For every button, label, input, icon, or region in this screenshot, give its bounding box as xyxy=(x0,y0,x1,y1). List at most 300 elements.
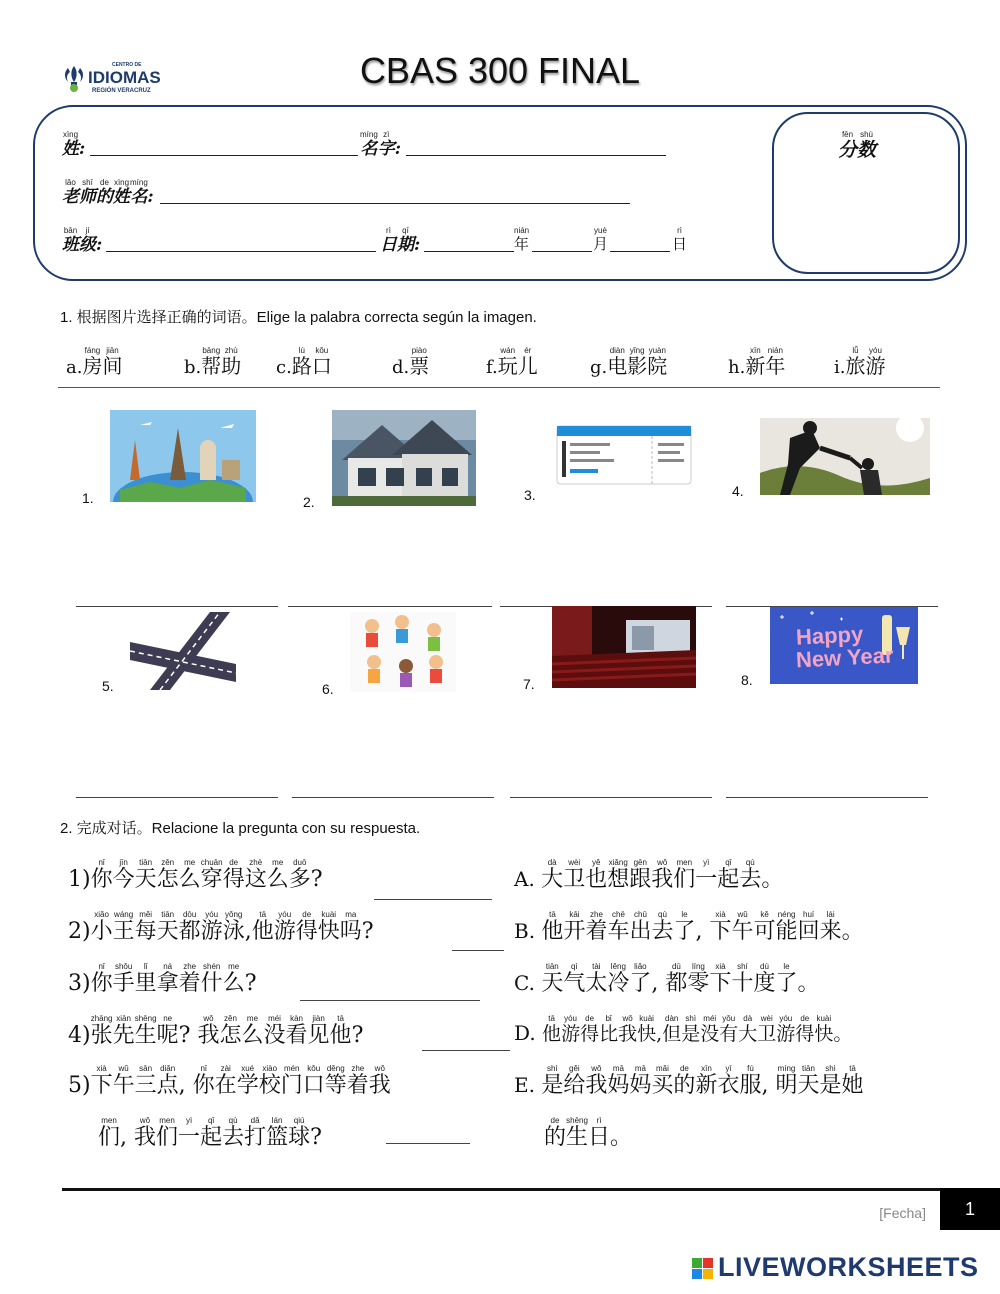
pinyin: me xyxy=(266,858,289,867)
hanzi-char: 我wǒ xyxy=(618,1014,638,1045)
option-d xyxy=(392,346,429,379)
pinyin: yì xyxy=(178,1116,201,1125)
pinyin: sān xyxy=(134,1064,157,1073)
pinyin: yóu xyxy=(776,1014,796,1023)
hanzi-char: 得de xyxy=(295,910,318,944)
hanzi-char: 下xià xyxy=(709,962,732,996)
question-number: 3) xyxy=(68,971,91,996)
pinyin: chū xyxy=(629,910,652,919)
hanzi-char: 着zhe xyxy=(585,910,608,944)
pinyin: mén xyxy=(280,1064,303,1073)
hanzi-char: 新xīn xyxy=(695,1064,718,1098)
pinyin: kuài xyxy=(317,910,340,919)
pinyin: ma xyxy=(339,910,362,919)
date-label: 日rì期qī: xyxy=(380,226,421,255)
hanzi-char: 冷lěng xyxy=(607,962,630,996)
hanzi-char: 月yuè xyxy=(593,226,609,253)
hanzi-char: 每měi xyxy=(134,910,157,944)
teacher-name-label: 老lǎo师shī的de姓xìng名míng: xyxy=(62,178,154,207)
match-blank-4[interactable] xyxy=(422,1050,510,1051)
hanzi-char: 级jí xyxy=(79,226,96,255)
pinyin: kě xyxy=(753,910,776,919)
hanzi-char: 了liǎo xyxy=(629,962,652,996)
hanzi-char: 等děng xyxy=(324,1064,347,1098)
pinyin: dà xyxy=(738,1014,758,1023)
image-number: 7. xyxy=(523,676,535,692)
pinyin: de xyxy=(222,858,245,867)
pinyin: wǒ xyxy=(585,1064,608,1073)
hanzi-char: 看kàn xyxy=(285,1014,308,1048)
given-name-label: 名míng字zì: xyxy=(360,130,402,159)
hanzi-char: 他tā xyxy=(541,910,564,944)
question-number: 2) xyxy=(68,919,91,944)
date-year-field[interactable] xyxy=(424,251,514,252)
hanzi-char: 。 xyxy=(833,1023,853,1045)
pinyin: jīn xyxy=(112,858,135,867)
pinyin: méi xyxy=(263,1014,286,1023)
pinyin: bāng xyxy=(201,346,222,355)
option-letter: b. xyxy=(184,357,202,378)
hanzi-char: 电diàn xyxy=(607,346,628,378)
hanzi-char: 。 xyxy=(610,1125,633,1150)
pinyin: de xyxy=(544,1116,566,1125)
pinyin: qù xyxy=(222,1116,245,1125)
pinyin: fáng xyxy=(82,346,103,355)
pinyin: mā xyxy=(629,1064,652,1073)
hanzi-char: 天tiān xyxy=(797,1064,820,1098)
hanzi-char: 助zhù xyxy=(221,346,242,378)
hanzi-char: 先xiān xyxy=(112,1014,135,1048)
hanzi-char: 去qù xyxy=(651,910,674,944)
answer-D xyxy=(514,1014,852,1046)
pinyin: xìng xyxy=(62,130,79,139)
hanzi-char: 天tiān xyxy=(541,962,564,996)
pinyin: diǎn xyxy=(156,1064,179,1073)
hanzi-char: 游yóu xyxy=(273,910,296,944)
options-divider xyxy=(58,387,940,388)
given-name-field[interactable] xyxy=(406,155,666,156)
pinyin: dōu xyxy=(178,910,201,919)
hanzi-char: 名míng xyxy=(360,130,378,159)
hanzi-char: 的de xyxy=(673,1064,696,1098)
pinyin: de xyxy=(795,1014,815,1023)
travel-landmarks-image xyxy=(110,410,256,502)
hanzi-char: 见jiàn xyxy=(307,1014,330,1048)
hanzi-char: 游yóu xyxy=(561,1014,581,1045)
pinyin: shì xyxy=(541,1064,564,1073)
hanzi-char: 快kuài xyxy=(317,910,340,944)
answer-letter: C. xyxy=(514,971,542,995)
pinyin: me xyxy=(241,1014,264,1023)
hanzi-char: 们men xyxy=(98,1116,121,1150)
hanzi-char: 呢ne xyxy=(156,1014,179,1048)
hanzi-char: 手shǒu xyxy=(112,962,135,996)
option-letter: c. xyxy=(276,357,292,378)
hanzi-char: 可kě xyxy=(753,910,776,944)
hanzi-char: 没méi xyxy=(263,1014,286,1048)
pinyin: zhe xyxy=(346,1064,369,1073)
pinyin: dà xyxy=(541,858,564,867)
hanzi-char: 起qǐ xyxy=(717,858,740,892)
hanzi-char: , xyxy=(656,1023,663,1045)
pinyin: jiàn xyxy=(307,1014,330,1023)
hanzi-char: 怎zěn xyxy=(156,858,179,892)
pinyin: méi xyxy=(700,1014,720,1023)
answer-line-2[interactable] xyxy=(288,606,492,607)
hanzi-char: 们men xyxy=(156,1116,179,1150)
hanzi-char: 卫wèi xyxy=(563,858,586,892)
pinyin: nǐ xyxy=(90,962,113,971)
option-b xyxy=(184,346,241,379)
hanzi-char: 。 xyxy=(797,971,820,996)
hanzi-char: 多duō xyxy=(288,858,311,892)
option-letter: h. xyxy=(728,357,746,378)
answer-C xyxy=(514,962,820,997)
pinyin: de xyxy=(96,178,113,187)
image-number: 3. xyxy=(524,487,536,503)
year-unit xyxy=(514,226,529,254)
hanzi-char: 想xiǎng xyxy=(607,858,630,892)
hanzi-char: 打dǎ xyxy=(244,1116,267,1150)
happy-text: Happy xyxy=(795,621,864,650)
pinyin: tài xyxy=(585,962,608,971)
pinyin: dǎ xyxy=(244,1116,267,1125)
hanzi-char: 一yì xyxy=(178,1116,201,1150)
pinyin: zěn xyxy=(156,858,179,867)
hanzi-char: 游yóu xyxy=(776,1014,796,1045)
hanzi-char: 球qiú xyxy=(288,1116,311,1150)
pinyin: měi xyxy=(134,910,157,919)
question-4 xyxy=(68,1014,363,1049)
answer-line-8[interactable] xyxy=(726,797,928,798)
pinyin: nián xyxy=(514,226,530,235)
answer-letter: A. xyxy=(514,867,542,891)
pinyin: zài xyxy=(214,1064,237,1073)
question-5-line-1 xyxy=(68,1064,391,1099)
option-f xyxy=(486,346,538,379)
date-month-field[interactable] xyxy=(532,251,592,252)
pinyin: chē xyxy=(607,910,630,919)
hanzi-char: 他tā xyxy=(329,1014,352,1048)
pinyin: dū xyxy=(665,962,688,971)
pinyin: me xyxy=(178,858,201,867)
image-number: 4. xyxy=(732,483,744,499)
pinyin: wèi xyxy=(757,1014,777,1023)
pinyin: tā xyxy=(329,1014,352,1023)
image-number: 1. xyxy=(82,490,94,506)
pinyin: míng xyxy=(775,1064,798,1073)
pinyin: rì xyxy=(672,226,688,235)
option-letter: g. xyxy=(590,357,608,378)
hanzi-char: 去qù xyxy=(222,1116,245,1150)
hanzi-char: 有yǒu xyxy=(719,1014,739,1045)
pinyin: duō xyxy=(288,858,311,867)
pinyin: zhe xyxy=(585,910,608,919)
hanzi-char: 他tā xyxy=(542,1014,562,1045)
hanzi-char: 了le xyxy=(775,962,798,996)
hanzi-char: 生shēng xyxy=(134,1014,157,1048)
image-number: 6. xyxy=(322,681,334,697)
hanzi-char: 新xīn xyxy=(745,346,766,378)
hanzi-char: 天tiān xyxy=(156,910,179,944)
hanzi-char: 。 xyxy=(761,867,784,892)
pinyin: men xyxy=(156,1116,179,1125)
pinyin: le xyxy=(673,910,696,919)
hanzi-char: 我wǒ xyxy=(368,1064,391,1098)
hanzi-char: 妈mā xyxy=(607,1064,630,1098)
pinyin: chuān xyxy=(200,858,223,867)
pinyin: nǐ xyxy=(90,858,113,867)
pinyin: de xyxy=(673,1064,696,1073)
page-title: CBAS 300 FINAL xyxy=(359,50,641,91)
pinyin: shì xyxy=(681,1014,701,1023)
hanzi-char: 比bǐ xyxy=(599,1014,619,1045)
pinyin: rì xyxy=(380,226,397,235)
class-label: 班bān级jí: xyxy=(62,226,103,255)
pinyin: men xyxy=(98,1116,120,1125)
hanzi-char: 你nǐ xyxy=(192,1064,215,1098)
house-image xyxy=(332,410,476,506)
cinema-image xyxy=(552,606,696,688)
pinyin: wǔ xyxy=(731,910,754,919)
pinyin: lěng xyxy=(607,962,630,971)
class-field[interactable] xyxy=(106,251,376,252)
question-number: 5) xyxy=(68,1073,91,1098)
pinyin: míng xyxy=(130,178,148,187)
hanzi-char: 得de xyxy=(222,858,245,892)
hanzi-char: 得de xyxy=(795,1014,815,1045)
hanzi-char: 路lù xyxy=(291,346,312,378)
hanzi-char: 能néng xyxy=(775,910,798,944)
pinyin: wǒ xyxy=(368,1064,391,1073)
pinyin: ne xyxy=(156,1014,179,1023)
hanzi-char: 儿ér xyxy=(517,346,538,378)
hanzi-char: ? xyxy=(361,919,374,944)
ticket-image xyxy=(556,425,692,485)
hanzi-char: 票piào xyxy=(409,346,430,378)
pinyin: nián xyxy=(765,346,786,355)
pinyin: kuài xyxy=(637,1014,657,1023)
answer-line-7[interactable] xyxy=(510,797,712,798)
pinyin: zhù xyxy=(221,346,242,355)
pinyin: xué xyxy=(236,1064,259,1073)
pinyin: fēn xyxy=(838,130,857,139)
pinyin: qì xyxy=(563,962,586,971)
hanzi-char: 跟gēn xyxy=(629,858,652,892)
hanzi-char xyxy=(703,919,710,944)
pinyin: yì xyxy=(695,858,718,867)
hanzi-char xyxy=(186,1073,193,1098)
section2-title: 2. 完成对话。Relacione la pregunta con su respuesta. xyxy=(60,820,421,837)
answer-line-1[interactable] xyxy=(76,606,278,607)
hanzi-char: 买mǎi xyxy=(651,1064,674,1098)
pinyin: rì xyxy=(588,1116,611,1125)
pinyin: lù xyxy=(291,346,312,355)
question-number: 1) xyxy=(68,867,91,892)
hanzi-char xyxy=(127,1125,134,1150)
pinyin: qù xyxy=(739,858,762,867)
hanzi-char: 班bān xyxy=(62,226,79,255)
new-year-text: New Year xyxy=(795,642,895,673)
hanzi-char: 怎zěn xyxy=(219,1014,242,1048)
answer-E-line-1 xyxy=(514,1064,864,1099)
hanzi-char: 生shēng xyxy=(566,1116,589,1150)
hanzi-char: 玩wán xyxy=(497,346,518,378)
hanzi-char: 给gěi xyxy=(563,1064,586,1098)
pinyin: dàn xyxy=(662,1014,682,1023)
pinyin: ná xyxy=(156,962,179,971)
pinyin: tiān xyxy=(134,858,157,867)
date-day-field[interactable] xyxy=(610,251,670,252)
option-letter: f. xyxy=(486,357,498,378)
hanzi-char: 来lái xyxy=(819,910,842,944)
pinyin: kuài xyxy=(814,1014,834,1023)
hanzi-char: ? xyxy=(351,1023,364,1048)
hanzi-char: 气qì xyxy=(563,962,586,996)
pinyin: kāi xyxy=(563,910,586,919)
hanzi-char: 在zài xyxy=(214,1064,237,1098)
hanzi-char: 日rì xyxy=(380,226,397,255)
hanzi-char: 么me xyxy=(241,1014,264,1048)
hanzi-char: 一yì xyxy=(695,858,718,892)
hanzi-char: 泳yǒng xyxy=(222,910,245,944)
pinyin: tā xyxy=(251,910,274,919)
hanzi-char: 旅lǚ xyxy=(845,346,866,378)
day-unit xyxy=(672,226,687,254)
hanzi-char: 门mén xyxy=(280,1064,303,1098)
hanzi-char: 衣yī xyxy=(717,1064,740,1098)
hanzi-char: 日rì xyxy=(672,226,688,253)
match-blank-5[interactable] xyxy=(386,1143,470,1144)
pinyin: shén xyxy=(200,962,223,971)
match-blank-1[interactable] xyxy=(374,899,492,900)
hanzi-char: 下xià xyxy=(709,910,732,944)
hanzi-char: 是shì xyxy=(819,1064,842,1098)
answer-E-line-2 xyxy=(544,1116,632,1151)
pinyin: qǐ xyxy=(200,1116,223,1125)
option-h xyxy=(728,346,785,379)
answer-line-5[interactable] xyxy=(76,797,278,798)
match-blank-3[interactable] xyxy=(300,1000,480,1001)
helping-hand-image xyxy=(760,418,930,495)
pinyin: zhè xyxy=(244,858,267,867)
pinyin: shù xyxy=(857,130,877,139)
hanzi-char: 我wǒ xyxy=(651,858,674,892)
pinyin: lǐ xyxy=(134,962,157,971)
liveworksheets-brand: LIVEWORKSHEETS xyxy=(718,1252,979,1282)
hanzi-char: 今jīn xyxy=(112,858,135,892)
hanzi-char: 口kǒu xyxy=(302,1064,325,1098)
pinyin: le xyxy=(775,962,798,971)
question-5-line-2 xyxy=(98,1116,322,1151)
footer-rule xyxy=(62,1188,940,1191)
surname-field[interactable] xyxy=(90,155,358,156)
pinyin: qǐ xyxy=(717,858,740,867)
pinyin: piào xyxy=(409,346,430,355)
pinyin: yǐng xyxy=(627,346,648,355)
hanzi-char: 学xué xyxy=(236,1064,259,1098)
pinyin: yǒu xyxy=(719,1014,739,1023)
pinyin: líng xyxy=(687,962,710,971)
pinyin: shí xyxy=(731,962,754,971)
hanzi-char: 着zhe xyxy=(346,1064,369,1098)
hanzi-char: 这zhè xyxy=(244,858,267,892)
hanzi-char: 游yóu xyxy=(200,910,223,944)
hanzi-char: 服fú xyxy=(739,1064,762,1098)
page-number: 1 xyxy=(940,1188,1000,1230)
hanzi-char: ? xyxy=(178,1023,191,1048)
hanzi-char: 篮lán xyxy=(266,1116,289,1150)
hanzi-char: 名míng xyxy=(130,178,148,207)
pinyin: zěn xyxy=(219,1014,242,1023)
teacher-name-field[interactable] xyxy=(160,203,630,204)
pinyin: yuàn xyxy=(647,346,668,355)
hanzi-char: 穿chuān xyxy=(200,858,223,892)
idiomas-logo: CENTRO DE IDIOMAS REGIÓN VERACRUZ xyxy=(60,62,170,98)
hanzi-char: 什shén xyxy=(200,962,223,996)
pinyin: de xyxy=(580,1014,600,1023)
hanzi-char: 都dōu xyxy=(178,910,201,944)
hanzi-char: 校xiào xyxy=(258,1064,281,1098)
hanzi-char: 点diǎn xyxy=(156,1064,179,1098)
month-unit xyxy=(593,226,608,254)
logo-brand-text: IDIOMAS xyxy=(88,68,161,87)
hanzi-char: 日rì xyxy=(588,1116,611,1150)
answer-B xyxy=(514,910,864,945)
hanzi-char: 快kuài xyxy=(637,1014,657,1045)
match-blank-2[interactable] xyxy=(452,950,504,951)
hanzi-char: 么me xyxy=(266,858,289,892)
option-c xyxy=(276,346,332,379)
pinyin: wǔ xyxy=(112,1064,135,1073)
pinyin: tā xyxy=(541,910,564,919)
pinyin: kǒu xyxy=(302,1064,325,1073)
hanzi-char: 帮bāng xyxy=(201,346,222,378)
hanzi-char: 分fēn xyxy=(838,130,858,161)
hanzi-char: 么me xyxy=(222,962,245,996)
pinyin: tiān xyxy=(541,962,564,971)
hanzi-char: 他tā xyxy=(251,910,274,944)
hanzi-char: 师shī xyxy=(79,178,96,207)
hanzi-char: 也yě xyxy=(585,858,608,892)
hanzi-char: 着zhe xyxy=(178,962,201,996)
answer-line-6[interactable] xyxy=(292,797,494,798)
pinyin: kàn xyxy=(285,1014,308,1023)
pinyin: tiān xyxy=(156,910,179,919)
hanzi-char: 去qù xyxy=(739,858,762,892)
pinyin: yuè xyxy=(593,226,608,235)
hanzi-char: 下xià xyxy=(90,1064,113,1098)
pinyin: bǐ xyxy=(599,1014,619,1023)
hanzi-char: 我wǒ xyxy=(585,1064,608,1098)
hanzi-char: , xyxy=(761,1073,769,1098)
pinyin: mā xyxy=(607,1064,630,1073)
pinyin: yóu xyxy=(561,1014,581,1023)
pinyin: ér xyxy=(517,346,538,355)
hanzi-char: 。 xyxy=(841,919,864,944)
pinyin: de xyxy=(295,910,318,919)
hanzi-char: 没méi xyxy=(700,1014,720,1045)
hanzi-char: 口kǒu xyxy=(311,346,332,378)
pinyin: gēn xyxy=(629,858,652,867)
image-number: 2. xyxy=(303,494,315,510)
hanzi-char: , xyxy=(651,971,659,996)
pinyin: kǒu xyxy=(311,346,332,355)
pinyin: shǒu xyxy=(112,962,135,971)
hanzi-char: 姓xìng xyxy=(62,130,79,159)
pinyin: xīn xyxy=(695,1064,718,1073)
pinyin: wǒ xyxy=(134,1116,157,1125)
